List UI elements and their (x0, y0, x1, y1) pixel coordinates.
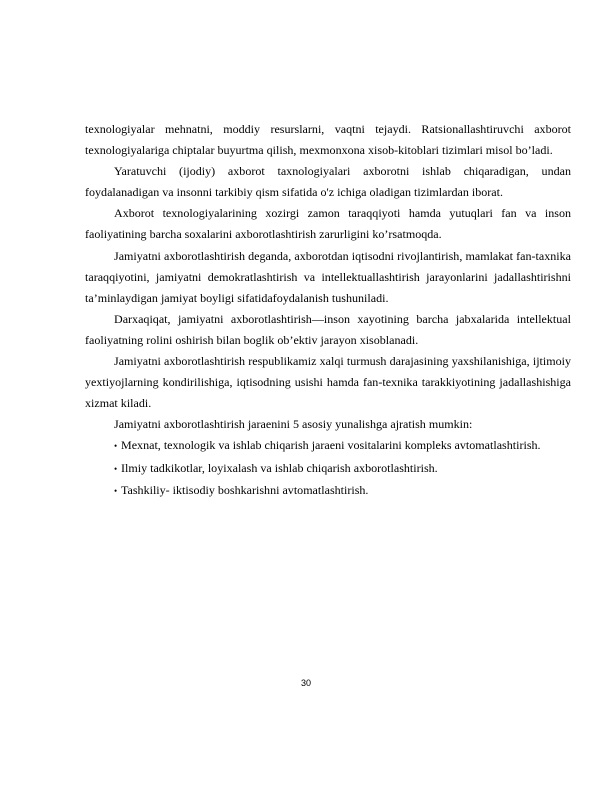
bullet-item-3 (85, 480, 571, 502)
bullet-icon: • (114, 463, 118, 474)
paragraph-1: texnologiyalar mehnatni, moddiy resurslarni, vaqtni tejaydi. Ratsionallashtiruvchi axborot texnologiyalariga chiptalar buyurtma qilish, mexmonxona xisob-kitoblari tizimlari misol bo’ladi. (85, 122, 571, 158)
paragraph-6: Jamiyatni axborotlashtirish respublikamiz xalqi turmush darajasining yaxshilanishiga, ijtimoiy yextiyojlarning kondirilishiga, iqtisodning usishi hamda fan-texnika tarakkiyotining jadallashishiga xizmat kiladi. (85, 354, 571, 411)
bullet-icon: • (114, 441, 118, 452)
bullet-icon: • (114, 485, 118, 496)
paragraph-3: Axborot texnologiyalarining xozirgi zamon taraqqiyoti hamda yutuqlari fan va inson faoliyatining barcha soxalarini axborotlashtirish zarurligini ko’rsatmoqda. (85, 206, 571, 242)
bullet-text-2: Ilmiy tadkikotlar, loyixalash va ishlab chiqarish axborotlashtirish. (121, 460, 438, 475)
bullet-item-1 (85, 435, 571, 457)
bullet-item-2 (85, 458, 571, 480)
page-body (85, 119, 571, 502)
paragraph-2: Yaratuvchi (ijodiy) axborot taxnologiyalari axborotni ishlab chiqaradigan, undan foydalanadigan va insonni tarkibiy qism sifatida o'z ichiga oladigan tizimlardan iborat. (85, 164, 571, 200)
bullet-text-1: Mexnat, texnologik va ishlab chiqarish jaraeni vositalarini kompleks avtomatlashtirish. (121, 438, 541, 453)
bullet-text-3: Tashkiliy- iktisodiy boshkarishni avtomatlashtirish. (121, 482, 369, 497)
paragraph-4: Jamiyatni axborotlashtirish deganda, axborotdan iqtisodni rivojlantirish, mamlakat fan-taxnika taraqqiyotini, jamiyatni demokratlashtirish va intellektuallashtirish jarayonlarini jadallashtirishni ta’minlaydigan jamiyat boyligi sifatidafoydalanish tushuniladi. (85, 248, 571, 305)
page-number: 30 (300, 678, 311, 688)
paragraph-5: Darxaqiqat, jamiyatni axborotlashtirish—inson xayotining barcha jabxalarida intellektual faoliyatning rolini oshirish bilan boglik ob’ektiv jarayon xisoblanadi. (85, 311, 571, 347)
paragraph-7: Jamiyatni axborotlashtirish jaraenini 5 asosiy yunalishga ajratish mumkin: (114, 417, 473, 432)
